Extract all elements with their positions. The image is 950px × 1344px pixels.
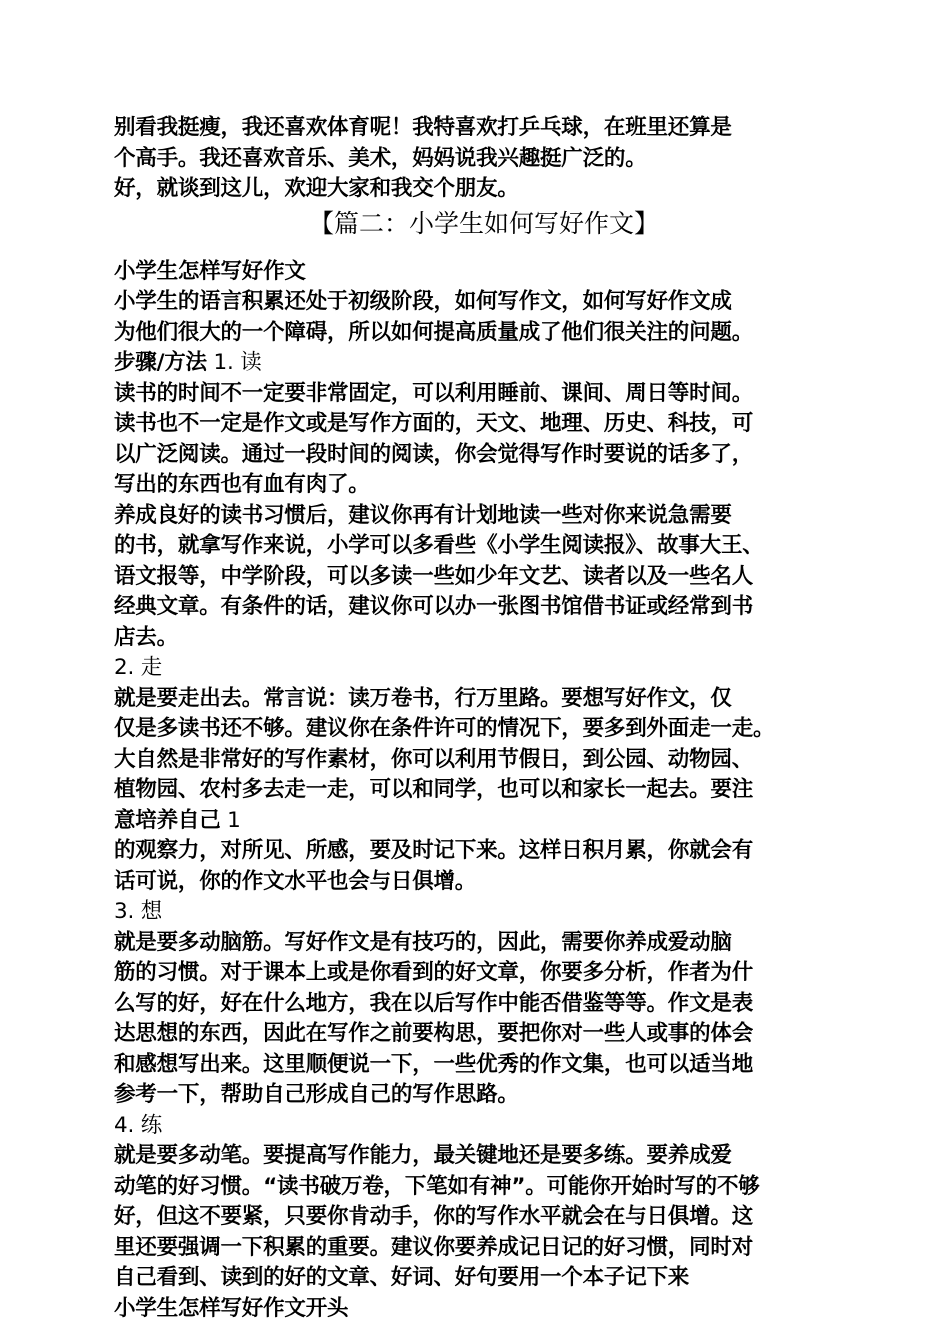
body-line: 店去。 [114, 624, 178, 650]
body-line: 仅是多读书还不够。建议你在条件许可的情况下，要多到外面走一走。 [114, 716, 775, 741]
intro-line: 好，就谈到这儿，欢迎大家和我交个朋友。 [114, 176, 519, 201]
body-line: 写出的东西也有血有肉了。 [114, 472, 370, 497]
body-line: 养成良好的读书习惯后，建议你再有计划地读一些对你来说急需要 [114, 502, 732, 528]
body-line: 的书，就拿写作来说，小学可以多看些《小学生阅读报》、故事大王、 [114, 533, 764, 558]
intro-line: 别看我挺瘦，我还喜欢体育呢！我特喜欢打乒乓球，在班里还算是 [114, 115, 732, 140]
body-line: 语文报等，中学阶段，可以多读一些如少年文艺、读者以及一些名人 [114, 563, 754, 589]
body-line: 植物园、农村多去走一走，可以和同学，也可以和家长一起去。要注 [114, 777, 754, 802]
step2-label [114, 653, 854, 684]
body-line: 自己看到、读到的好的文章、好词、好句要用一个本子记下来 [114, 1265, 690, 1290]
body-line: 大自然是非常好的写作素材，你可以利用节假日，到公园、动物园、 [114, 746, 754, 772]
body-line: 就是要走出去。常言说：读万卷书，行万里路。要想写好作文，仅 [114, 685, 732, 711]
body-line: 为他们很大的一个障碍，所以如何提高质量成了他们很关注的问题。 [114, 319, 754, 345]
body-line: 的观察力，对所见、所感，要及时记下来。这样日积月累，你就会有 [114, 838, 754, 863]
body-line: 小学生的语言积累还处于初级阶段，如何写作文，如何写好作文成 [114, 289, 732, 314]
body-line: 以广泛阅读。通过一段时间的阅读，你会觉得写作时要说的话多了， [114, 441, 754, 467]
body-line: 和感想写出来。这里顺便说一下，一些优秀的作文集，也可以适当地 [114, 1051, 754, 1077]
body-line: 参考一下，帮助自己形成自己的写作思路。 [114, 1082, 519, 1107]
step3-label-text: 3. 想 [114, 899, 163, 924]
steps-heading [114, 348, 854, 379]
body-line: 就是要多动脑筋。写好作文是有技巧的，因此，需要你养成爱动脑 [114, 929, 732, 955]
body-line: 筋的习惯。对于课本上或是你看到的好文章，你要多分析，作者为什 [114, 960, 754, 985]
step1-label: 1. 读 [206, 350, 262, 375]
page-break-line [114, 806, 854, 837]
intro-line: 个高手。我还喜欢音乐、美术，妈妈说我兴趣挺广泛的。 [114, 145, 647, 171]
article-title: 小学生怎样写好作文 [114, 258, 306, 284]
section-heading: 【篇二：小学生如何写好作文】 [308, 208, 659, 238]
step2-label-text: 2. 走 [114, 655, 163, 680]
body-line: 里还要强调一下积累的重要。建议你要养成记日记的好习惯，同时对 [114, 1234, 754, 1260]
page-number: 1 [220, 807, 241, 833]
body-line: 就是要多动笔。要提高写作能力，最关键地还是要多练。要养成爱 [114, 1143, 732, 1168]
steps-label: 步骤/方法 [114, 350, 207, 375]
body-line: 么写的好，好在什么地方，我在以后写作中能否借鉴等等。作文是表 [114, 990, 754, 1016]
body-line: 好，但这不要紧，只要你肯动手，你的写作水平就会在与日俱增。这 [114, 1204, 754, 1229]
step3-label [114, 897, 854, 928]
step4-label-text: 4. 练 [114, 1112, 163, 1138]
body-line: 动笔的好习惯。“读书破万卷，下笔如有神”。可能你开始时写的不够 [114, 1173, 760, 1199]
document-page [114, 113, 854, 1324]
body-text: 意培养自己 [114, 807, 221, 833]
body-line: 话可说，你的作文水平也会与日俱增。 [114, 868, 477, 894]
body-line: 达思想的东西，因此在写作之前要构思，要把你对一些人或事的体会 [114, 1021, 754, 1046]
body-line: 经典文章。有条件的话，建议你可以办一张图书馆借书证或经常到书 [114, 594, 754, 619]
body-line: 读书也不一定是作文或是写作方面的，天文、地理、历史、科技，可 [114, 411, 754, 436]
step4-label [114, 1111, 854, 1142]
body-line: 读书的时间不一定要非常固定，可以利用睡前、课间、周日等时间。 [114, 380, 754, 406]
next-article-title: 小学生怎样写好作文开头 [114, 1295, 349, 1321]
